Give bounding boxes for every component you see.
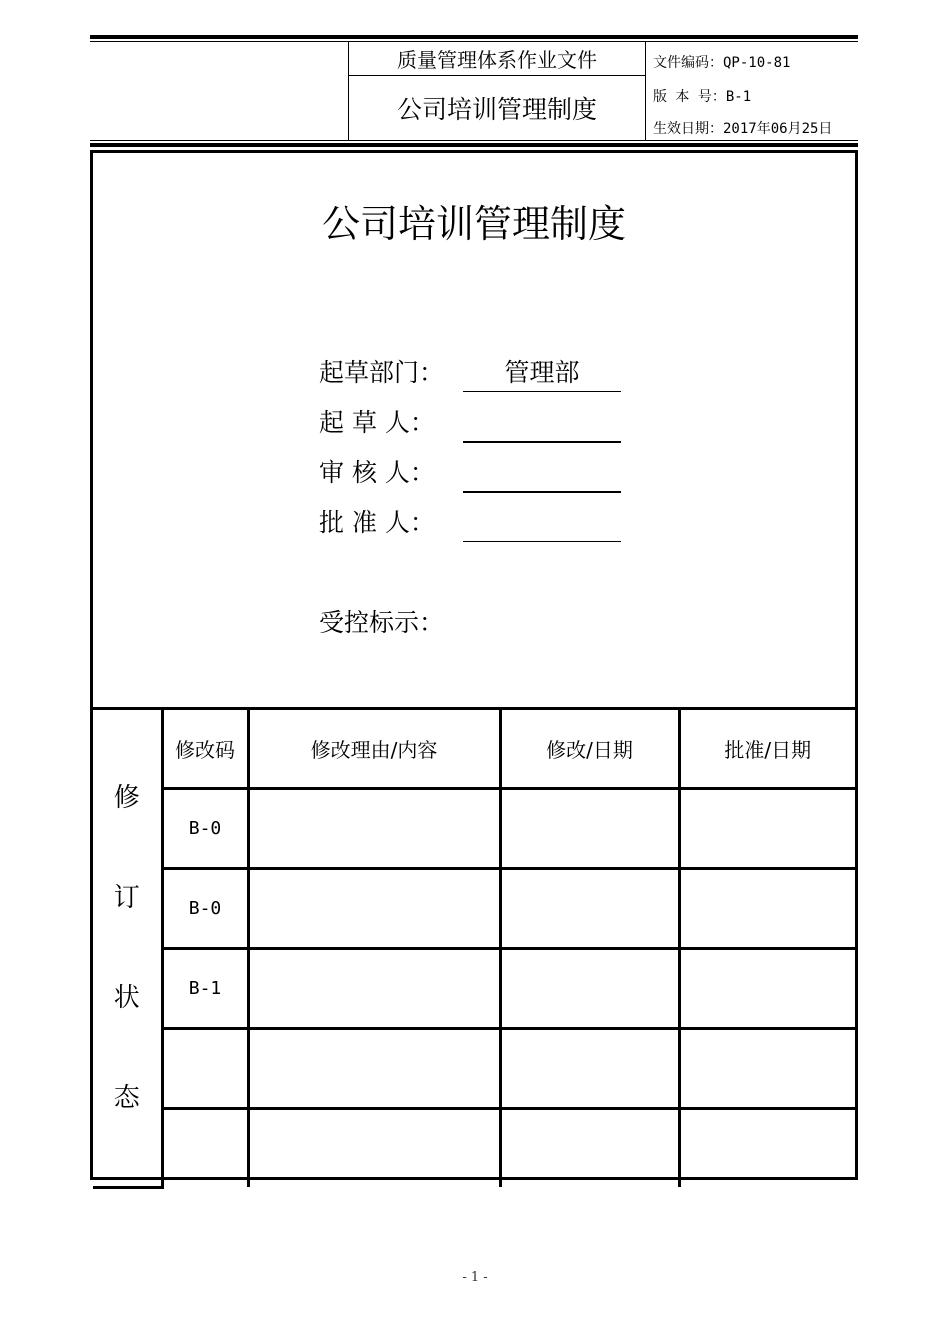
- header-series-title: 质量管理体系作业文件: [397, 48, 597, 72]
- revision-date-cell[interactable]: [500, 949, 679, 1029]
- effective-date-value: 2017年06月25日: [723, 121, 833, 137]
- version-value: B-1: [725, 89, 752, 105]
- drafting-dept-value[interactable]: 管理部: [463, 353, 621, 392]
- revision-approval-cell[interactable]: [679, 789, 855, 869]
- revision-table: [93, 707, 855, 1189]
- reviewer-label: 审 核 人：: [319, 458, 435, 487]
- revision-date-cell[interactable]: [500, 1029, 679, 1109]
- column-header-reason: 修改理由/内容: [248, 709, 500, 789]
- revision-header-row: [93, 709, 855, 789]
- table-row: [93, 1109, 855, 1188]
- revision-code-cell: B-0: [162, 789, 248, 869]
- column-header-modify-date: 修改/日期: [500, 709, 679, 789]
- revision-side-label: [93, 709, 162, 1188]
- revision-date-cell[interactable]: [500, 789, 679, 869]
- revision-approval-cell[interactable]: [679, 949, 855, 1029]
- header-effective-date: [653, 118, 832, 138]
- revision-approval-cell[interactable]: [679, 1109, 855, 1188]
- controlled-mark-label: 受控标示：: [319, 608, 445, 637]
- revision-reason-cell[interactable]: [248, 949, 500, 1029]
- table-row: [93, 949, 855, 1029]
- header-doc-number: [653, 52, 790, 72]
- revision-code-cell: [162, 1109, 248, 1188]
- drafter-label: 起 草 人：: [319, 408, 435, 437]
- header-version: [653, 86, 751, 106]
- doc-number-value: QP-10-81: [723, 55, 791, 71]
- revision-reason-cell[interactable]: [248, 1109, 500, 1188]
- column-header-code: 修改码: [162, 709, 248, 789]
- drafter-signature-line[interactable]: [463, 403, 621, 443]
- header-top-rule: [90, 35, 858, 39]
- header-bottom-rule: [90, 143, 858, 147]
- approver-label: 批 准 人：: [319, 508, 435, 537]
- header-bottom-rule-thin: [90, 140, 858, 141]
- header-divider-right: [645, 41, 646, 141]
- side-char: 态: [113, 1082, 140, 1113]
- approver-signature-line[interactable]: [463, 503, 621, 542]
- revision-code-cell: B-1: [162, 949, 248, 1029]
- revision-approval-cell[interactable]: [679, 869, 855, 949]
- cover-title: 公司培训管理制度: [321, 202, 626, 246]
- effective-date-label: 生效日期：: [653, 121, 723, 137]
- page-number: - 1 -: [462, 1270, 488, 1285]
- table-row: [93, 869, 855, 949]
- revision-reason-cell[interactable]: [248, 1029, 500, 1109]
- reviewer-signature-line[interactable]: [463, 453, 621, 493]
- table-row: [93, 789, 855, 869]
- revision-date-cell[interactable]: [500, 1109, 679, 1188]
- revision-reason-cell[interactable]: [248, 789, 500, 869]
- drafting-dept-label: 起草部门：: [319, 358, 445, 387]
- doc-number-label: 文件编码：: [653, 55, 723, 71]
- revision-reason-cell[interactable]: [248, 869, 500, 949]
- cover-frame: [90, 150, 858, 1180]
- table-row: [93, 1029, 855, 1109]
- revision-date-cell[interactable]: [500, 869, 679, 949]
- header-document-title: 公司培训管理制度: [396, 95, 597, 124]
- column-header-approve-date: 批准/日期: [679, 709, 855, 789]
- revision-approval-cell[interactable]: [679, 1029, 855, 1109]
- side-char: 修: [113, 782, 140, 813]
- revision-code-cell: [162, 1029, 248, 1109]
- side-char: 订: [113, 882, 140, 913]
- version-label: 版 本 号：: [653, 89, 726, 105]
- revision-code-cell: B-0: [162, 869, 248, 949]
- side-char: 状: [113, 982, 140, 1013]
